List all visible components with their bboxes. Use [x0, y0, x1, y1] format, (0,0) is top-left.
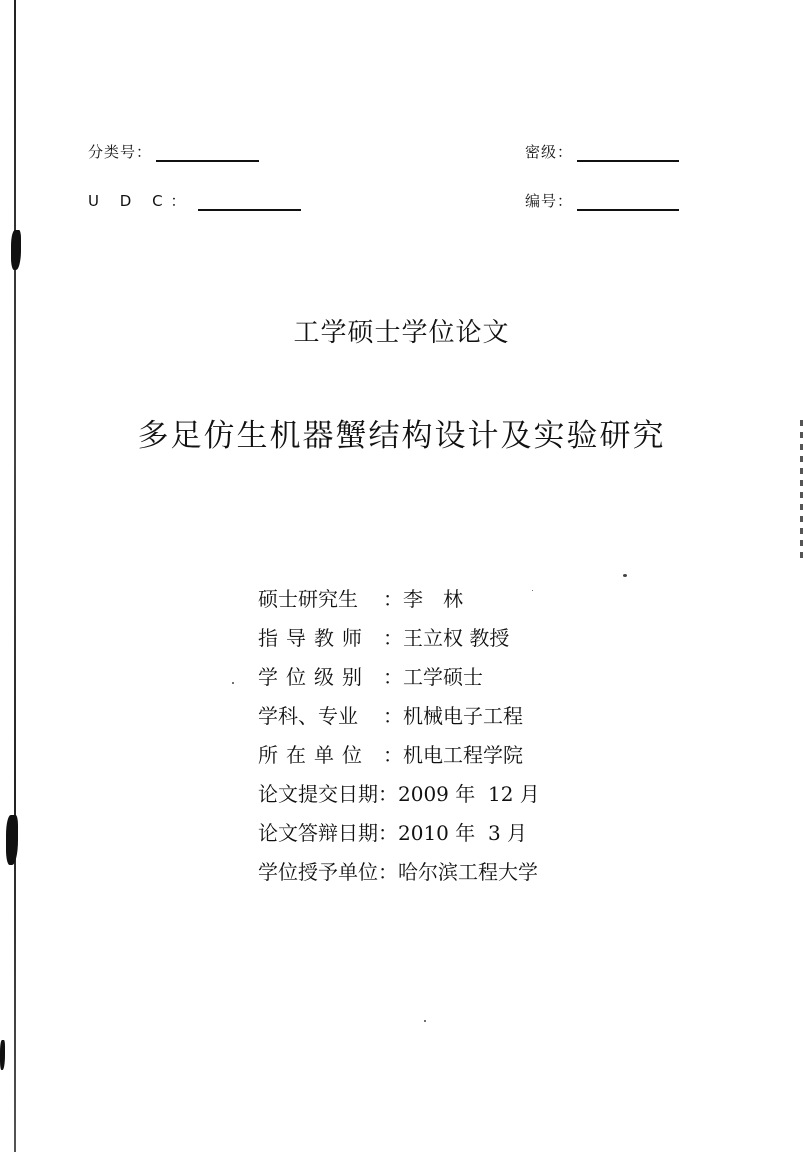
- secret-level-blank: [577, 146, 679, 162]
- info-separator: ：: [383, 626, 403, 650]
- scan-blot: [6, 815, 18, 865]
- info-label: 所在单位: [258, 743, 370, 767]
- info-separator: ：: [383, 665, 403, 689]
- info-value: 王立权 教授: [403, 626, 510, 650]
- info-row-advisor: [258, 617, 540, 656]
- udc-blank: [198, 195, 301, 211]
- secret-level-label: 密级：: [525, 143, 574, 161]
- secret-level-row: [525, 141, 679, 162]
- info-separator: ：: [383, 743, 403, 767]
- info-separator: ：: [378, 860, 398, 884]
- info-label: 学位级别: [258, 665, 370, 689]
- scan-speck: [623, 574, 627, 577]
- info-separator: ：: [378, 821, 398, 845]
- info-label: 学科、专业: [258, 704, 358, 728]
- info-label: 硕士研究生: [258, 587, 358, 611]
- info-row-department: [258, 734, 540, 773]
- scan-speck: [232, 682, 234, 684]
- info-value: 2009 年 12 月: [398, 782, 540, 806]
- info-row-submission-date: [258, 773, 540, 812]
- serial-number-label: 编号：: [525, 192, 574, 210]
- udc-row: [88, 190, 301, 211]
- info-value: 工学硕士: [403, 665, 483, 689]
- thesis-title: 多足仿生机器蟹结构设计及实验研究: [137, 418, 666, 454]
- scan-blot: [11, 230, 21, 270]
- scan-speck: [424, 1020, 426, 1022]
- info-value: 李 林: [403, 587, 463, 611]
- info-row-student: [258, 578, 540, 617]
- info-label: 论文提交日期: [258, 782, 378, 806]
- info-value: 机械电子工程: [403, 704, 523, 728]
- info-label: 指导教师: [258, 626, 370, 650]
- thesis-info-block: [258, 578, 540, 890]
- info-row-degree-institution: [258, 851, 540, 890]
- degree-title: 工学硕士学位论文: [293, 318, 510, 348]
- info-label: 论文答辩日期: [258, 821, 378, 845]
- serial-number-blank: [577, 195, 679, 211]
- classification-row: [88, 141, 259, 162]
- info-value: 2010 年 3 月: [398, 821, 528, 845]
- info-label: 学位授予单位: [258, 860, 378, 884]
- info-row-discipline: [258, 695, 540, 734]
- info-separator: ：: [383, 704, 403, 728]
- info-separator: ：: [383, 587, 403, 611]
- classification-blank: [156, 146, 259, 162]
- info-row-defense-date: [258, 812, 540, 851]
- scan-left-edge: [14, 0, 16, 1152]
- info-separator: ：: [378, 782, 398, 806]
- classification-label: 分类号：: [88, 143, 153, 161]
- udc-label: U D C：: [88, 192, 194, 210]
- scan-blot: [0, 1040, 5, 1070]
- info-value: 机电工程学院: [403, 743, 523, 767]
- info-value: 哈尔滨工程大学: [398, 860, 538, 884]
- info-row-degree-level: [258, 656, 540, 695]
- serial-number-row: [525, 190, 679, 211]
